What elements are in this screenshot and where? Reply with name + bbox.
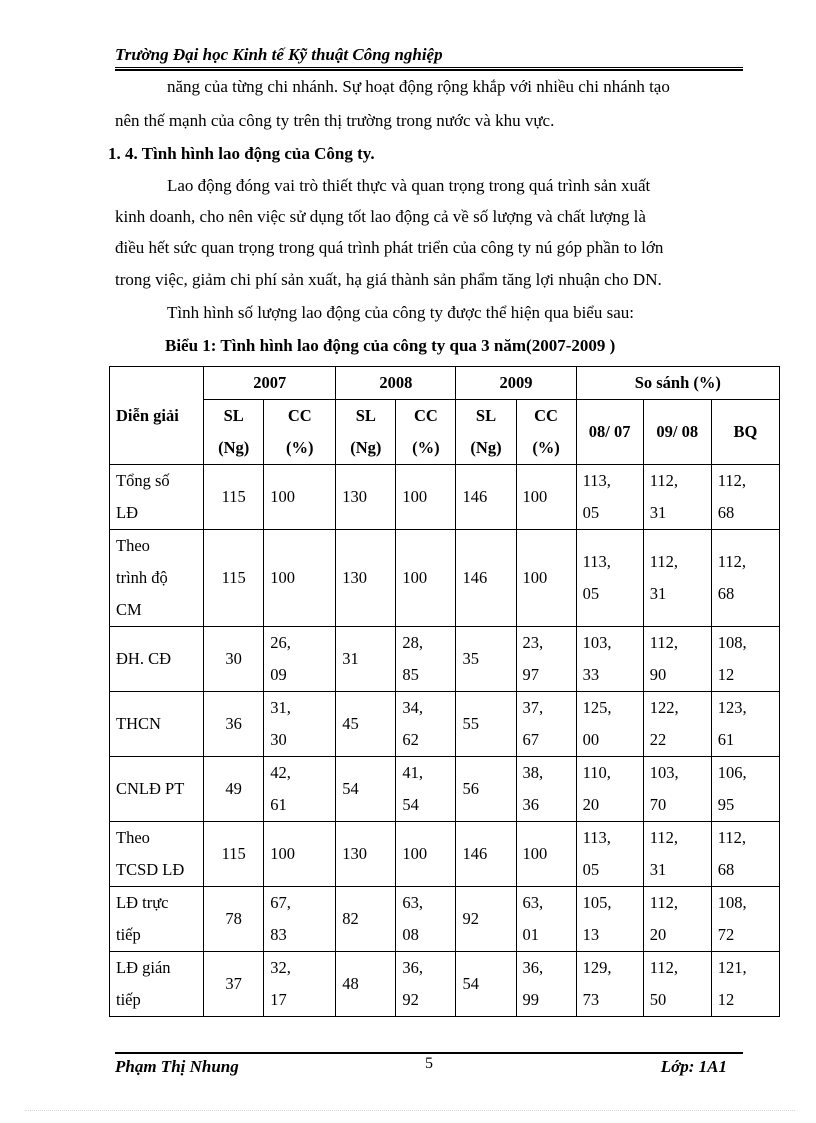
data-cell (576, 887, 643, 952)
cell-value: 115 (221, 568, 246, 587)
cell-value: 50 (649, 990, 667, 1009)
cell-value: 33 (582, 665, 600, 684)
table-caption: Biểu 1: Tình hình lao động của công ty qua 3 năm(2007-2009 ) (165, 336, 616, 355)
cell-value: 17 (270, 990, 287, 1009)
data-cell (711, 692, 779, 757)
paragraph-line: trong việc, giảm chi phí sản xuất, hạ giá thành sản phẩm tăng lợi nhuận cho DN. (115, 270, 662, 289)
cell-value: 113, (582, 828, 611, 847)
cell-value: 108, (717, 893, 747, 912)
data-cell (643, 692, 711, 757)
cell-value: 56 (462, 779, 479, 798)
data-cell (643, 952, 711, 1017)
row-label (110, 757, 204, 822)
data-cell (711, 530, 779, 627)
data-cell (396, 757, 456, 822)
section-heading: 1. 4. Tình hình lao động của Công ty. (108, 144, 375, 163)
data-cell (264, 692, 336, 757)
cell-value: 01 (522, 925, 540, 944)
row-label-line: Theo (116, 536, 150, 555)
cell-value: 38, (522, 763, 544, 782)
header-row-years (110, 367, 780, 400)
table-body (110, 367, 780, 1017)
cell-value: 123, (717, 698, 747, 717)
data-cell (516, 465, 576, 530)
cell-value: 95 (717, 795, 735, 814)
data-cell (576, 822, 643, 887)
cell-value: 61 (270, 795, 287, 814)
data-cell (711, 822, 779, 887)
cell-value: 100 (402, 487, 428, 506)
data-cell (264, 530, 336, 627)
data-cell (336, 692, 396, 757)
row-label (110, 465, 204, 530)
data-cell (396, 692, 456, 757)
data-cell (711, 465, 779, 530)
data-cell (516, 887, 576, 952)
table-row (110, 822, 780, 887)
cell-value: 115 (221, 844, 246, 863)
cell-value: 100 (522, 568, 548, 587)
cell-value: 100 (402, 568, 428, 587)
cell-value: 100 (402, 844, 428, 863)
table-row (110, 887, 780, 952)
sl-header: SL (Ng) (336, 400, 396, 465)
cell-value: 112, (649, 828, 678, 847)
row-label-line: CNLĐ PT (116, 779, 185, 798)
row-label-line: LĐ gián (116, 958, 171, 977)
cell-value: 49 (225, 779, 242, 798)
row-label-line: tiếp (116, 925, 141, 944)
data-cell (643, 757, 711, 822)
data-cell (643, 822, 711, 887)
data-cell (576, 465, 643, 530)
header-rule (115, 67, 743, 68)
cell-value: 36, (402, 958, 423, 977)
paragraph-line: nên thế mạnh của công ty trên thị trường trong nước và khu vực. (115, 111, 555, 130)
cell-value: 54 (342, 779, 359, 798)
cell-value: 125, (582, 698, 612, 717)
data-cell (456, 822, 516, 887)
data-cell (204, 627, 264, 692)
row-label-line: tiếp (116, 990, 141, 1009)
header-rule-thick (115, 69, 743, 71)
row-label-line: Tổng số (116, 471, 170, 490)
cell-value: 61 (717, 730, 735, 749)
cell-value: 108, (717, 633, 747, 652)
row-label-line: ĐH. CĐ (116, 649, 172, 668)
sl-header: SL (Ng) (204, 400, 264, 465)
cell-value: 99 (522, 990, 540, 1009)
cell-value: 146 (462, 844, 488, 863)
cell-value: 41, (402, 763, 423, 782)
row-label-line: LĐ trực (116, 893, 169, 912)
cell-value: 85 (402, 665, 419, 684)
cell-value: 82 (342, 909, 359, 928)
cell-value: 121, (717, 958, 747, 977)
data-cell (456, 952, 516, 1017)
cell-value: 67 (522, 730, 540, 749)
data-cell (516, 952, 576, 1017)
cell-value: 31, (270, 698, 291, 717)
row-label-line: Theo (116, 828, 150, 847)
cell-value: 36 (225, 714, 242, 733)
cell-value: 08 (402, 925, 419, 944)
paragraph-line: kinh doanh, cho nên việc sử dụng tốt lao động cả về số lượng và chất lượng là (115, 207, 646, 226)
cell-value: 31 (649, 860, 667, 879)
cell-value: 68 (717, 584, 735, 603)
cell-value: 45 (342, 714, 359, 733)
row-label-line: TCSD LĐ (116, 860, 185, 879)
cell-value: 90 (649, 665, 667, 684)
row-label-line: trình độ (116, 568, 168, 587)
cell-value: 05 (582, 503, 600, 522)
cell-value: 28, (402, 633, 423, 652)
cell-value: 00 (582, 730, 600, 749)
table-row (110, 692, 780, 757)
compare-col-header: 09/ 08 (643, 400, 711, 465)
data-cell (456, 530, 516, 627)
data-cell (204, 465, 264, 530)
cell-value: 63, (522, 893, 544, 912)
cell-value: 105, (582, 893, 612, 912)
cell-value: 68 (717, 860, 735, 879)
cell-value: 30 (270, 730, 287, 749)
cell-value: 92 (462, 909, 479, 928)
compare-header: So sánh (%) (576, 367, 779, 400)
data-cell (336, 465, 396, 530)
data-cell (396, 530, 456, 627)
cell-value: 112, (649, 633, 678, 652)
labor-table (109, 366, 780, 1017)
cell-value: 36 (522, 795, 540, 814)
data-cell (576, 952, 643, 1017)
cell-value: 36, (522, 958, 544, 977)
cell-value: 103, (582, 633, 612, 652)
header-title: Trường Đại học Kinh tế Kỹ thuật Công nghiệp (115, 45, 443, 64)
cell-value: 146 (462, 487, 488, 506)
row-label (110, 627, 204, 692)
data-cell (396, 465, 456, 530)
footer-class: Lớp: 1A1 (660, 1057, 727, 1076)
compare-col-header: 08/ 07 (576, 400, 643, 465)
data-cell (516, 627, 576, 692)
cc-header: CC (%) (516, 400, 576, 465)
data-cell (456, 757, 516, 822)
cell-value: 130 (342, 487, 368, 506)
sl-header: SL (Ng) (456, 400, 516, 465)
cell-value: 110, (582, 763, 611, 782)
cell-value: 31 (342, 649, 359, 668)
table-row (110, 952, 780, 1017)
row-label (110, 692, 204, 757)
cell-value: 54 (402, 795, 419, 814)
col-label-header: Diễn giải (110, 367, 204, 465)
row-label (110, 822, 204, 887)
paragraph-line: điều hết sức quan trọng trong quá trình phát triển của công ty nú góp phần to lớn (115, 238, 664, 257)
data-cell (456, 887, 516, 952)
data-cell (456, 465, 516, 530)
data-cell (336, 627, 396, 692)
data-cell (456, 627, 516, 692)
cell-value: 30 (225, 649, 242, 668)
cell-value: 12 (717, 990, 735, 1009)
cell-value: 72 (717, 925, 735, 944)
table-row (110, 757, 780, 822)
data-cell (264, 952, 336, 1017)
data-cell (264, 757, 336, 822)
cell-value: 48 (342, 974, 359, 993)
data-cell (643, 627, 711, 692)
data-cell (516, 757, 576, 822)
data-cell (264, 627, 336, 692)
cell-value: 78 (225, 909, 242, 928)
data-cell (396, 887, 456, 952)
bottom-divider (25, 1110, 795, 1111)
year-header: 2008 (336, 367, 456, 400)
row-label-line: LĐ (116, 503, 138, 522)
cell-value: 100 (270, 568, 295, 587)
year-header: 2007 (204, 367, 336, 400)
cell-value: 67, (270, 893, 291, 912)
data-cell (264, 887, 336, 952)
cell-value: 83 (270, 925, 287, 944)
data-cell (711, 757, 779, 822)
data-cell (516, 530, 576, 627)
data-cell (711, 952, 779, 1017)
paragraph-line: Tình hình số lượng lao động của công ty được thể hiện qua biểu sau: (167, 303, 634, 322)
data-cell (516, 822, 576, 887)
cell-value: 112, (649, 471, 678, 490)
cell-value: 103, (649, 763, 679, 782)
cell-value: 129, (582, 958, 612, 977)
data-cell (711, 887, 779, 952)
cc-header: CC (%) (396, 400, 456, 465)
page-header (115, 44, 743, 66)
data-cell (643, 530, 711, 627)
row-label-line: CM (116, 600, 142, 619)
cell-value: 112, (717, 471, 747, 490)
data-cell (264, 465, 336, 530)
data-cell (336, 757, 396, 822)
cell-value: 34, (402, 698, 423, 717)
page-number: 5 (425, 1055, 433, 1072)
data-cell (576, 692, 643, 757)
cell-value: 112, (717, 552, 747, 571)
data-cell (456, 692, 516, 757)
data-cell (643, 465, 711, 530)
cell-value: 112, (717, 828, 747, 847)
cell-value: 100 (270, 844, 295, 863)
cell-value: 12 (717, 665, 735, 684)
cell-value: 55 (462, 714, 479, 733)
table-row (110, 530, 780, 627)
data-cell (204, 952, 264, 1017)
row-label-line: THCN (116, 714, 161, 733)
cell-value: 26, (270, 633, 291, 652)
data-cell (576, 627, 643, 692)
data-cell (711, 627, 779, 692)
data-cell (576, 530, 643, 627)
cell-value: 32, (270, 958, 291, 977)
data-cell (204, 757, 264, 822)
cell-value: 130 (342, 844, 368, 863)
cell-value: 42, (270, 763, 291, 782)
cell-value: 05 (582, 584, 600, 603)
cell-value: 113, (582, 552, 611, 571)
cell-value: 112, (649, 552, 678, 571)
cc-header: CC (%) (264, 400, 336, 465)
cell-value: 20 (649, 925, 667, 944)
data-cell (336, 530, 396, 627)
cell-value: 35 (462, 649, 479, 668)
cell-value: 115 (221, 487, 246, 506)
data-cell (264, 822, 336, 887)
cell-value: 37 (225, 974, 242, 993)
cell-value: 05 (582, 860, 600, 879)
data-cell (204, 692, 264, 757)
cell-value: 122, (649, 698, 679, 717)
year-header: 2009 (456, 367, 576, 400)
cell-value: 20 (582, 795, 600, 814)
data-cell (204, 530, 264, 627)
cell-value: 100 (522, 844, 548, 863)
cell-value: 09 (270, 665, 287, 684)
paragraph-line: năng của từng chi nhánh. Sự hoạt động rộng khắp với nhiều chi nhánh tạo (167, 77, 670, 96)
cell-value: 63, (402, 893, 423, 912)
footer-rule (115, 1052, 743, 1054)
row-label (110, 952, 204, 1017)
cell-value: 70 (649, 795, 667, 814)
data-cell (576, 757, 643, 822)
data-cell (204, 887, 264, 952)
cell-value: 68 (717, 503, 735, 522)
table-row (110, 627, 780, 692)
cell-value: 106, (717, 763, 747, 782)
cell-value: 54 (462, 974, 479, 993)
data-cell (204, 822, 264, 887)
data-cell (643, 887, 711, 952)
table-row (110, 465, 780, 530)
cell-value: 31 (649, 584, 667, 603)
cell-value: 92 (402, 990, 419, 1009)
cell-value: 13 (582, 925, 600, 944)
paragraph-line: Lao động đóng vai trò thiết thực và quan trọng trong quá trình sản xuất (167, 176, 651, 195)
data-cell (396, 627, 456, 692)
row-label (110, 530, 204, 627)
cell-value: 100 (522, 487, 548, 506)
cell-value: 37, (522, 698, 544, 717)
compare-col-header: BQ (711, 400, 779, 465)
data-cell (396, 952, 456, 1017)
cell-value: 113, (582, 471, 611, 490)
data-cell (336, 952, 396, 1017)
footer-author: Phạm Thị Nhung (115, 1057, 239, 1076)
cell-value: 112, (649, 893, 678, 912)
data-cell (396, 822, 456, 887)
cell-value: 100 (270, 487, 295, 506)
cell-value: 31 (649, 503, 667, 522)
data-cell (336, 822, 396, 887)
cell-value: 146 (462, 568, 488, 587)
cell-value: 130 (342, 568, 368, 587)
cell-value: 97 (522, 665, 540, 684)
cell-value: 62 (402, 730, 419, 749)
data-cell (516, 692, 576, 757)
row-label (110, 887, 204, 952)
cell-value: 22 (649, 730, 667, 749)
cell-value: 23, (522, 633, 544, 652)
data-cell (336, 887, 396, 952)
cell-value: 73 (582, 990, 600, 1009)
header-row-sub (110, 400, 780, 465)
cell-value: 112, (649, 958, 678, 977)
